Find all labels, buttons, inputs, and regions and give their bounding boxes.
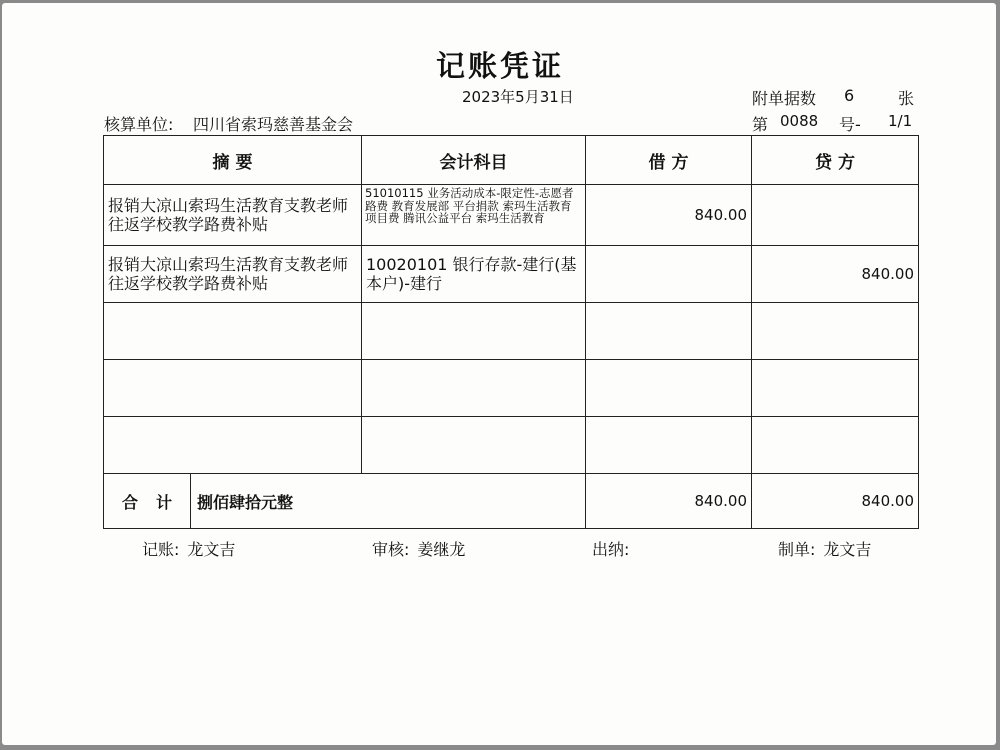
empty-cell [362, 303, 586, 360]
page-number: 1/1 [888, 112, 913, 130]
attachments-count: 6 [844, 86, 855, 105]
cashier-signature [592, 537, 637, 560]
empty-cell [362, 417, 586, 474]
total-summary-cell [104, 474, 586, 529]
voucher-number-prefix: 第 [752, 115, 769, 134]
empty-cell [586, 303, 752, 360]
reviewer-label: 审核: [372, 540, 410, 559]
unit-label: 核算单位: [104, 115, 174, 134]
row-debit: 840.00 [586, 185, 752, 246]
voucher-date: 2023年5月31日 [462, 88, 574, 106]
empty-cell [752, 303, 919, 360]
row-summary: 报销大凉山索玛生活教育支教老师往返学校教学路费补贴 [104, 185, 362, 246]
empty-cell [104, 360, 362, 417]
empty-row [104, 417, 919, 474]
preparer-label: 制单: [778, 540, 816, 559]
unit-value: 四川省索玛慈善基金会 [193, 115, 354, 134]
cashier-label: 出纳: [592, 540, 630, 559]
total-credit: 840.00 [752, 474, 919, 529]
voucher-number: 0088 [780, 112, 819, 130]
preparer-signature [778, 537, 871, 560]
reviewer-name: 姜继龙 [417, 540, 466, 559]
voucher-title: 记账凭证 [435, 49, 564, 83]
empty-cell [104, 303, 362, 360]
empty-cell [752, 360, 919, 417]
bookkeeper-name: 龙文吉 [187, 540, 236, 559]
total-amount-in-words: 捌佰肆拾元整 [197, 492, 294, 512]
empty-cell [104, 417, 362, 474]
table-header-row [104, 136, 919, 185]
empty-cell [586, 417, 752, 474]
reviewer-signature [372, 537, 465, 560]
empty-row [104, 360, 919, 417]
voucher-table [103, 135, 919, 529]
total-row [104, 474, 919, 529]
total-label: 合计 [104, 474, 191, 528]
preparer-name: 龙文吉 [823, 540, 872, 559]
table-row [104, 246, 919, 303]
empty-row [104, 303, 919, 360]
table-row [104, 185, 919, 246]
attachments-label: 附单据数 [752, 89, 817, 108]
column-header-account: 会计科目 [362, 136, 586, 185]
row-credit [752, 185, 919, 246]
bookkeeper-label: 记账: [142, 540, 180, 559]
row-summary: 报销大凉山索玛生活教育支教老师往返学校教学路费补贴 [104, 246, 362, 303]
column-header-credit: 贷 方 [752, 136, 919, 185]
voucher-number-suffix: 号- [839, 115, 861, 134]
bookkeeper-signature [142, 537, 235, 560]
row-debit [586, 246, 752, 303]
column-header-summary: 摘 要 [104, 136, 362, 185]
row-credit: 840.00 [752, 246, 919, 303]
empty-cell [362, 360, 586, 417]
empty-cell [752, 417, 919, 474]
total-debit: 840.00 [586, 474, 752, 529]
row-account: 10020101 银行存款-建行(基本户)-建行 [362, 246, 586, 303]
empty-cell [586, 360, 752, 417]
row-account: 51010115 业务活动成本-限定性-志愿者路费 教育发展部 平台捐款 索玛生活教育 项目费 腾讯公益平台 索玛生活教育 [362, 185, 586, 246]
column-header-debit: 借 方 [586, 136, 752, 185]
attachments-unit: 张 [898, 89, 915, 108]
